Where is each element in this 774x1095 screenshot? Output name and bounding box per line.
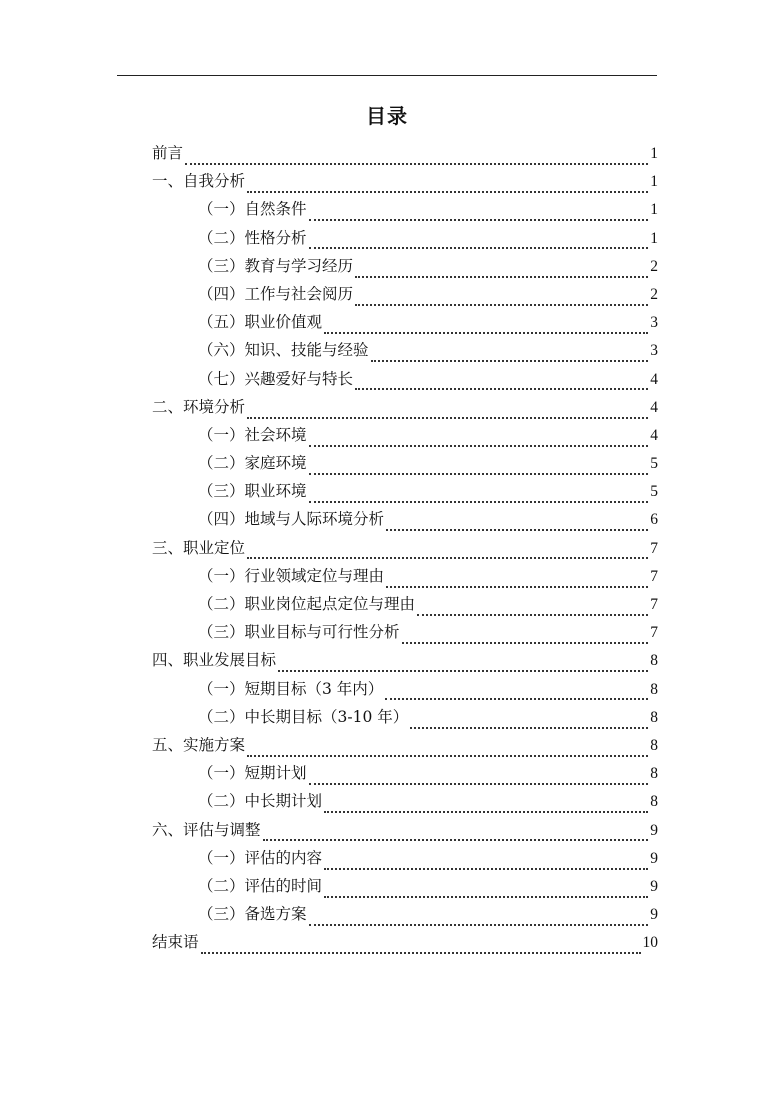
dot-leader	[324, 852, 648, 870]
toc-entry-title: 一、自我分析	[152, 172, 246, 191]
toc-entry-title: 前言	[152, 144, 184, 162]
toc-page-number: 3	[650, 342, 658, 360]
toc-entry-title: （一）行业领域定位与理由	[198, 566, 385, 585]
page-title: 目录	[366, 104, 408, 128]
table-of-contents	[152, 139, 658, 956]
toc-page-number: 4	[650, 398, 658, 416]
toc-subsection-entry[interactable]	[152, 590, 658, 618]
toc-page-number: 1	[650, 201, 658, 219]
toc-subsection-entry[interactable]	[152, 844, 658, 872]
toc-subsection-entry[interactable]	[152, 421, 658, 449]
toc-entry-title: （一）短期计划	[198, 764, 307, 783]
dot-leader	[247, 542, 648, 560]
toc-section-entry[interactable]	[152, 928, 658, 956]
toc-page-number: 3	[650, 314, 658, 332]
toc-section-entry[interactable]	[152, 534, 658, 562]
toc-page-number: 1	[650, 173, 658, 191]
toc-page-number: 8	[650, 736, 658, 754]
toc-entry-title: （一）短期目标（3 年内）	[198, 679, 384, 698]
dot-leader	[355, 373, 648, 391]
toc-entry-title: （三）教育与学习经历	[198, 256, 354, 275]
toc-subsection-entry[interactable]	[152, 449, 658, 477]
toc-entry-title: 六、评估与调整	[152, 820, 261, 839]
toc-section-entry[interactable]	[152, 646, 658, 674]
toc-page-number: 8	[650, 793, 658, 811]
toc-subsection-entry[interactable]	[152, 477, 658, 505]
toc-page-number: 8	[650, 652, 658, 670]
toc-entry-title: 二、环境分析	[152, 397, 246, 416]
toc-section-entry[interactable]	[152, 731, 658, 759]
toc-page-number: 7	[650, 539, 658, 557]
dot-leader	[385, 683, 648, 701]
toc-page-number: 8	[650, 708, 658, 726]
toc-section-entry[interactable]	[152, 816, 658, 844]
toc-page-number: 9	[650, 906, 658, 924]
toc-page-number: 5	[650, 455, 658, 473]
toc-page-number: 4	[650, 370, 658, 388]
toc-page-number: 7	[650, 567, 658, 585]
toc-subsection-entry[interactable]	[152, 675, 658, 703]
dot-leader	[402, 627, 649, 645]
dot-leader	[309, 486, 649, 504]
toc-page-number: 5	[650, 483, 658, 501]
toc-page-number: 1	[650, 229, 658, 247]
toc-page-number: 7	[650, 596, 658, 613]
toc-entry-title: （五）职业价值观	[198, 313, 323, 332]
toc-page-number: 9	[650, 821, 658, 839]
toc-subsection-entry[interactable]	[152, 308, 658, 336]
toc-entry-title: 四、职业发展目标	[152, 651, 277, 670]
dot-leader	[324, 880, 648, 898]
toc-entry-title: （一）社会环境	[198, 425, 307, 444]
dot-leader	[247, 739, 648, 757]
toc-entry-title: （三）职业目标与可行性分析	[198, 623, 400, 642]
dot-leader	[309, 232, 649, 250]
toc-section-entry[interactable]	[152, 393, 658, 421]
toc-page-number: 10	[642, 934, 658, 952]
toc-page-number: 4	[650, 426, 658, 444]
dot-leader	[201, 937, 641, 955]
toc-entry-title: （二）性格分析	[198, 228, 307, 247]
dot-leader	[324, 796, 648, 814]
dot-leader	[371, 345, 649, 363]
toc-subsection-entry[interactable]	[152, 872, 658, 900]
dot-leader	[355, 260, 648, 278]
toc-entry-title: （二）中长期目标（3-10 年）	[198, 707, 409, 726]
toc-subsection-entry[interactable]	[152, 252, 658, 280]
toc-entry-title: （二）职业岗位起点定位与理由	[198, 595, 416, 613]
toc-entry-title: （四）地域与人际环境分析	[198, 510, 385, 529]
dot-leader	[309, 204, 649, 222]
toc-entry-title: （一）评估的内容	[198, 848, 323, 867]
dot-leader	[324, 316, 648, 334]
toc-page-number: 2	[650, 257, 658, 275]
dot-leader	[309, 767, 649, 785]
dot-leader	[247, 176, 648, 194]
toc-subsection-entry[interactable]	[152, 787, 658, 815]
toc-entry-title: （四）工作与社会阅历	[198, 284, 354, 303]
toc-page-number: 6	[650, 511, 658, 529]
dot-leader	[309, 457, 649, 475]
dot-leader	[185, 147, 648, 165]
toc-section-entry[interactable]	[152, 167, 658, 195]
toc-page-number: 8	[650, 680, 658, 698]
toc-entry-title: （一）自然条件	[198, 200, 307, 219]
toc-entry-title: （二）中长期计划	[198, 792, 323, 811]
toc-subsection-entry[interactable]	[152, 759, 658, 787]
toc-entry-title: 结束语	[152, 933, 199, 952]
dot-leader	[417, 598, 648, 616]
dot-leader	[410, 711, 648, 729]
toc-entry-title: （三）备选方案	[198, 905, 307, 924]
toc-subsection-entry[interactable]	[152, 280, 658, 308]
toc-page-number: 9	[650, 849, 658, 867]
toc-subsection-entry[interactable]	[152, 336, 658, 364]
dot-leader	[278, 655, 648, 673]
header-rule	[117, 75, 657, 76]
dot-leader	[386, 570, 648, 588]
dot-leader	[247, 401, 648, 419]
toc-subsection-entry[interactable]	[152, 618, 658, 646]
dot-leader	[309, 429, 649, 447]
toc-subsection-entry[interactable]	[152, 900, 658, 928]
toc-entry-title: （二）评估的时间	[198, 876, 323, 895]
toc-entry-title: （二）家庭环境	[198, 454, 307, 473]
toc-page-number: 1	[650, 145, 658, 162]
toc-entry-title: （三）职业环境	[198, 482, 307, 501]
toc-subsection-entry[interactable]	[152, 365, 658, 393]
toc-subsection-entry[interactable]	[152, 505, 658, 533]
toc-subsection-entry[interactable]	[152, 195, 658, 223]
toc-entry-title: 五、实施方案	[152, 735, 246, 754]
dot-leader	[309, 908, 649, 926]
toc-subsection-entry[interactable]	[152, 224, 658, 252]
dot-leader	[263, 824, 649, 842]
toc-entry-title: （六）知识、技能与经验	[198, 341, 369, 360]
toc-page-number: 7	[650, 624, 658, 642]
toc-entry-title: （七）兴趣爱好与特长	[198, 369, 354, 388]
toc-section-entry[interactable]	[152, 139, 658, 167]
toc-page-number: 8	[650, 765, 658, 783]
toc-subsection-entry[interactable]	[152, 562, 658, 590]
toc-subsection-entry[interactable]	[152, 703, 658, 731]
toc-page-number: 9	[650, 877, 658, 895]
toc-entry-title: 三、职业定位	[152, 538, 246, 557]
dot-leader	[355, 288, 648, 306]
toc-page-number: 2	[650, 285, 658, 303]
dot-leader	[386, 514, 648, 532]
